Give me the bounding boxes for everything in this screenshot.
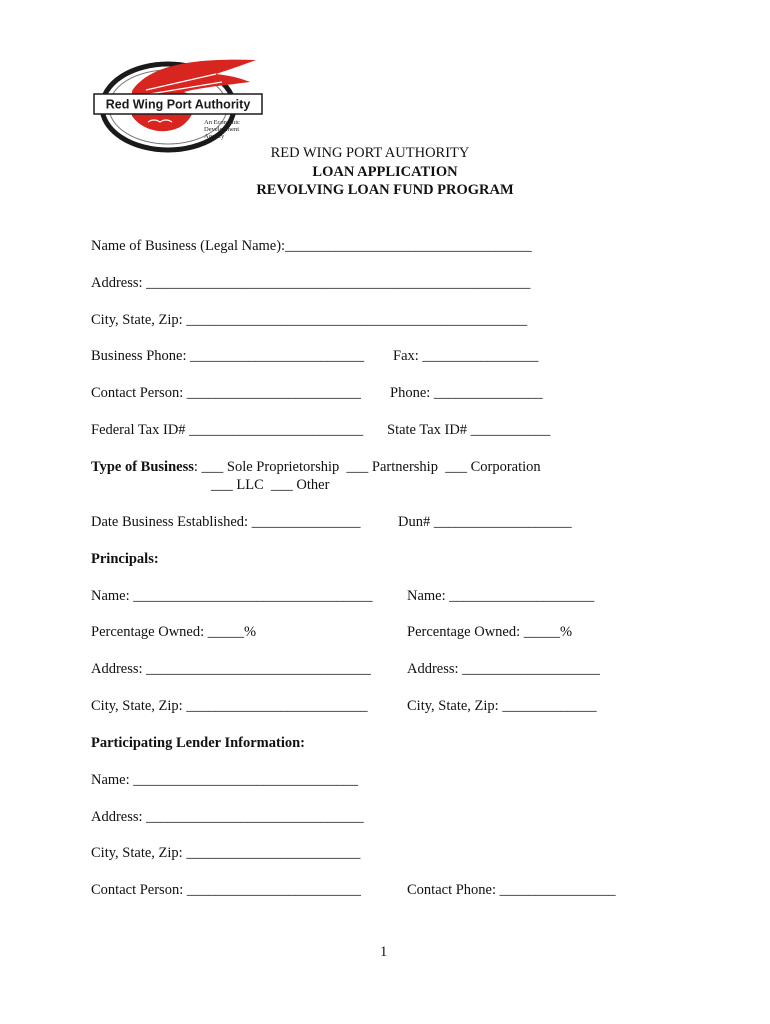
date-established-field[interactable]: Date Business Established: _______________ bbox=[91, 514, 361, 530]
type-of-business-row[interactable] bbox=[91, 458, 541, 476]
form-subtitle: REVOLVING LOAN FUND PROGRAM bbox=[256, 182, 514, 198]
type-of-business-label: Type of Business bbox=[91, 459, 194, 475]
type-of-business-colon: : bbox=[193, 459, 198, 475]
business-phone-field[interactable]: Business Phone: ________________________ bbox=[91, 348, 365, 364]
principal-1-city-field[interactable]: City, State, Zip: _________________________ bbox=[91, 698, 368, 714]
principal-2-percentage-field[interactable]: Percentage Owned: _____% bbox=[407, 624, 573, 640]
state-tax-id-field[interactable]: State Tax ID# ___________ bbox=[387, 422, 551, 438]
lender-heading: Participating Lender Information: bbox=[91, 735, 305, 751]
red-wing-port-authority-logo bbox=[88, 56, 268, 156]
form-title: LOAN APPLICATION bbox=[312, 164, 458, 180]
logo-tagline-1: An Economic bbox=[204, 119, 240, 126]
type-of-business-options[interactable]: ___ Sole Proprietorship ___ Partnership ___ Corporation bbox=[197, 459, 541, 475]
principal-2-name-field[interactable]: Name: ____________________ bbox=[407, 588, 595, 604]
logo-tagline-2: Development bbox=[204, 126, 240, 133]
business-address-field[interactable]: Address: _____________________________________________________ bbox=[91, 275, 531, 291]
business-city-field[interactable]: City, State, Zip: _______________________________________________ bbox=[91, 312, 528, 328]
lender-city-field[interactable]: City, State, Zip: ________________________ bbox=[91, 845, 361, 861]
principals-heading: Principals: bbox=[91, 551, 159, 567]
principal-2-city-field[interactable]: City, State, Zip: _____________ bbox=[407, 698, 597, 714]
page-number: 1 bbox=[380, 944, 388, 960]
principal-1-name-field[interactable]: Name: _________________________________ bbox=[91, 588, 373, 604]
principal-2-address-field[interactable]: Address: ___________________ bbox=[407, 661, 600, 677]
federal-tax-id-field[interactable]: Federal Tax ID# ________________________ bbox=[91, 422, 364, 438]
lender-name-field[interactable]: Name: _______________________________ bbox=[91, 772, 359, 788]
contact-phone-field[interactable]: Phone: _______________ bbox=[390, 385, 543, 401]
principal-1-percentage-field[interactable]: Percentage Owned: _____% bbox=[91, 624, 257, 640]
type-of-business-options-2[interactable]: ___ LLC ___ Other bbox=[211, 477, 330, 493]
org-name: RED WING PORT AUTHORITY bbox=[270, 145, 470, 161]
lender-address-field[interactable]: Address: ______________________________ bbox=[91, 809, 364, 825]
business-name-field[interactable]: Name of Business (Legal Name):__________________________________ bbox=[91, 238, 532, 254]
principal-1-address-field[interactable]: Address: _______________________________ bbox=[91, 661, 371, 677]
business-fax-field[interactable]: Fax: ________________ bbox=[393, 348, 539, 364]
logo-name: Red Wing Port Authority bbox=[105, 97, 251, 112]
contact-person-field[interactable]: Contact Person: ________________________ bbox=[91, 385, 361, 401]
lender-contact-phone-field[interactable]: Contact Phone: ________________ bbox=[407, 882, 616, 898]
lender-contact-person-field[interactable]: Contact Person: ________________________ bbox=[91, 882, 361, 898]
dun-number-field[interactable]: Dun# ___________________ bbox=[398, 514, 572, 530]
logo-tagline-3: Agency bbox=[204, 133, 225, 140]
